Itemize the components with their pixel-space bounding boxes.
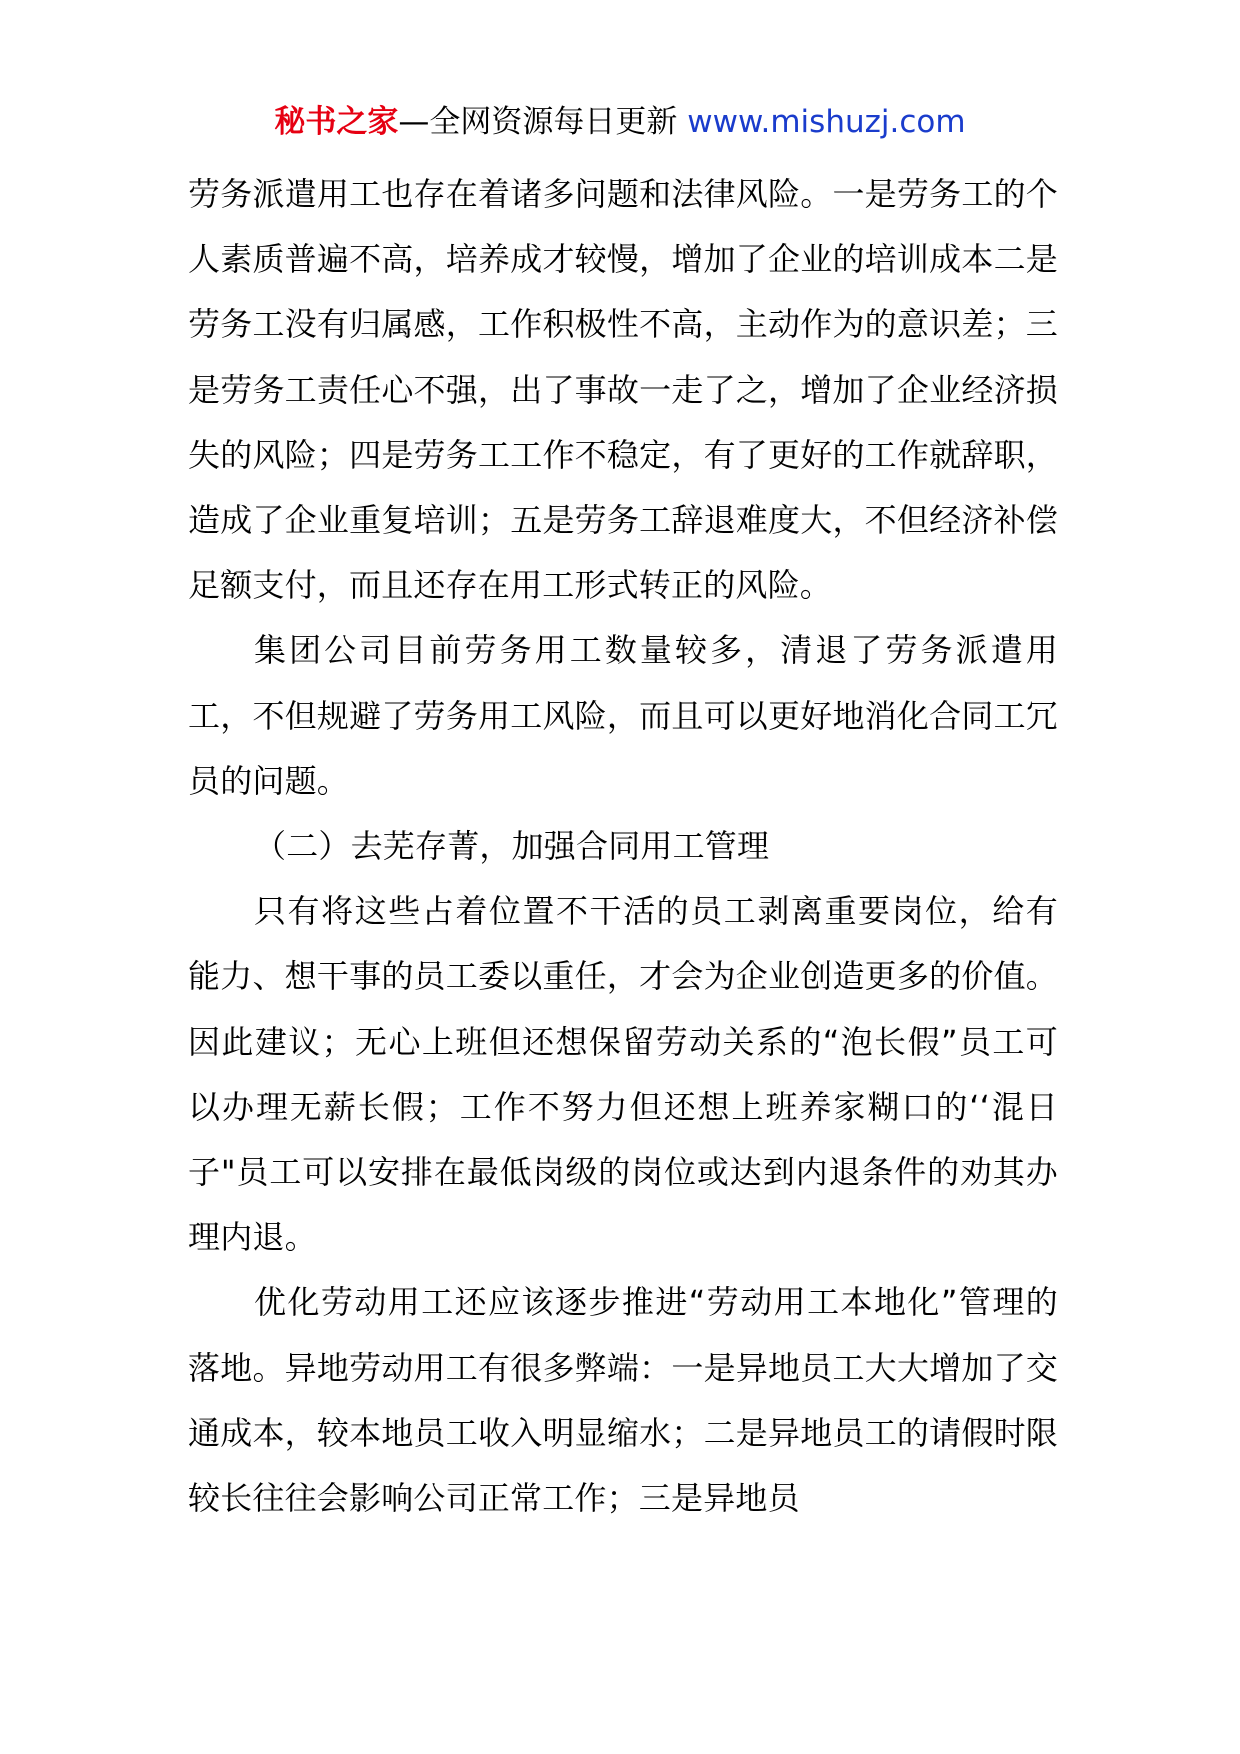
- site-brand: 秘书之家: [274, 104, 399, 140]
- site-header: [0, 100, 1240, 144]
- paragraph-labor-dispatch-risks: 劳务派遣用工也存在着诸多问题和法律风险。一是劳务工的个人素质普遍不高，培养成才较慢，增加了企业的培训成本二是劳务工没有归属感，工作积极性不高，主动作为的意识差；三是劳务工责任心不强，出了事故一走了之，增加了企业经济损失的风险；四是劳务工工作不稳定，有了更好的工作就辞职，造成了企业重复培训；五是劳务工辞退难度大，不但经济补偿足额支付，而且还存在用工形式转正的风险。: [188, 175, 1058, 605]
- section-heading: （二）去芜存菁，加强合同用工管理: [254, 827, 770, 866]
- site-url-link[interactable]: www.mishuzj.com: [687, 104, 966, 140]
- paragraph-localization: 优化劳动用工还应该逐步推进“劳动用工本地化”管理的落地。异地劳动用工有很多弊端：一是异地员工大大增加了交通成本，较本地员工收入明显缩水；二是异地员工的请假时限较长往往会影响公司正常工作；三是异地员: [188, 1283, 1058, 1518]
- paragraph-group-company: 集团公司目前劳务用工数量较多，清退了劳务派遣用工，不但规避了劳务用工风险，而且可以更好地消化合同工冗员的问题。: [188, 631, 1058, 800]
- document-body: [188, 162, 1058, 1531]
- paragraph-strip-positions: 只有将这些占着位置不干活的员工剥离重要岗位，给有能力、想干事的员工委以重任，才会为企业创造更多的价值。因此建议；无心上班但还想保留劳动关系的“泡长假”员工可以办理无薪长假；工作不努力但还想上班养家糊口的‘‘混日子"员工可以安排在最低岗级的岗位或达到内退条件的劝其办理内退。: [188, 892, 1058, 1257]
- site-slogan: —全网资源每日更新: [398, 104, 678, 140]
